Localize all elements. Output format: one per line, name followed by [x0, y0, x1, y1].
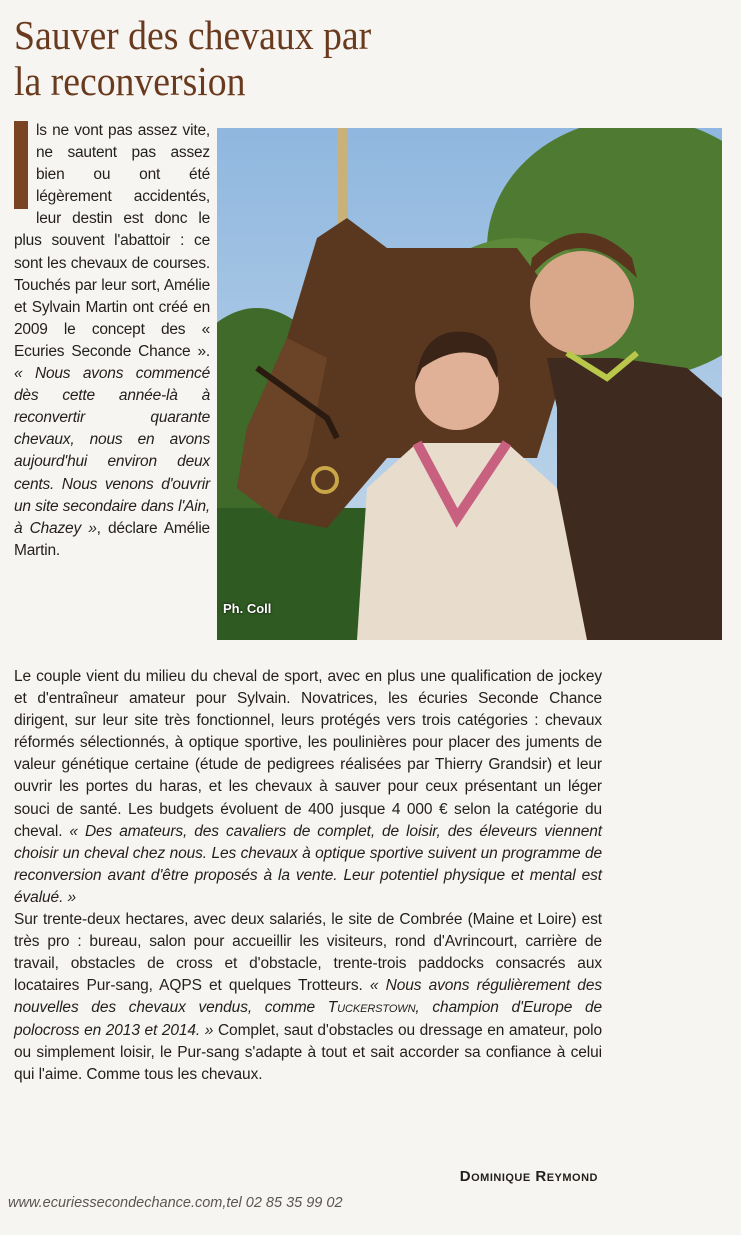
paragraph-3-quote-b: , champion d'Europe de polocross en 2013 et 2014. » [14, 999, 602, 1039]
intro-outro: , déclare Amélie Martin. [14, 519, 210, 559]
article-body [14, 666, 602, 1086]
paragraph-2 [14, 666, 602, 909]
drop-cap-bar [14, 121, 28, 209]
author-signature: Dominique Reymond [459, 1168, 598, 1185]
intro-quote: « Nous avons commencé dès cette année-là à reconvertir quarante chevaux, nous en avons aujourd'hui environ deux cents. Nous venons d'ouvrir un site secondaire dans l'Ain, à Chazey » [14, 365, 210, 537]
intro-column [14, 120, 210, 562]
photo-credit: Ph. Coll [223, 601, 272, 616]
paragraph-2-quote: « Des amateurs, des cavaliers de complet, de loisir, des éleveurs viennent choisir un cheval chez nous. Les chevaux à optique sportive suivent un programme de reconversion avant d'être proposés à la vente. Leur potentiel physique et mental est évalué. » [14, 822, 602, 906]
paragraph-3 [14, 909, 602, 1086]
intro-text: ls ne vont pas assez vite, ne sautent pas assez bien ou ont été légèrement accidentés, leur destin est donc le plus souvent l'abattoir : ce sont les chevaux de courses. Touchés par leur sort, Amélie et Sylvain Martin ont créé en 2009 le concept des « Ecuries Seconde Chance ». [14, 122, 210, 360]
article-title [14, 12, 492, 104]
photo-illustration [217, 128, 722, 640]
couple-with-horse-photo [217, 128, 722, 640]
title-line-2: la reconversion [14, 58, 246, 104]
horse-name: Tuckerstown [327, 999, 416, 1017]
paragraph-2-text: Le couple vient du milieu du cheval de sport, avec en plus une qualification de jockey et d'entraîneur amateur pour Sylvain. Novatrices, les écuries Seconde Chance dirigent, sur leur site très fonctionnel, leurs protégés vers trois catégories : chevaux réformés sélectionnés, à optique sportive, les poulinières pour placer des juments de valeur génétique certaine (étude de pedigrees réalisées par Thierry Grandsir) et leur ouvrir les portes du haras, et les chevaux à sauver pour ceux présentant un léger souci de santé. Les budgets évoluent de 400 jusque 4 000 € selon la catégorie du cheval. [14, 668, 602, 840]
paragraph-3-text: Sur trente-deux hectares, avec deux salariés, le site de Combrée (Maine et Loire) est très pro : bureau, salon pour accueillir les visiteurs, rond d'Avrincourt, carrière de travail, obstacles de cross et d'obstacle, trente-trois paddocks consacrés aux locataires Pur-sang, AQPS et quelques Trotteurs. [14, 911, 602, 995]
paragraph-3-conclusion: Complet, saut d'obstacles ou dressage en amateur, polo ou simplement loisir, le Pur-sang s'adapte à tout et sait accorder sa confiance à celui qui l'aime. Comme tous les chevaux. [14, 1021, 602, 1083]
website-footer: www.ecuriessecondechance.com,tel 02 85 35 99 02 [8, 1195, 343, 1211]
paragraph-3-quote-a: « Nous avons régulièrement des nouvelles des chevaux vendus, comme [14, 977, 602, 1017]
title-line-1: Sauver des chevaux par [14, 12, 372, 58]
